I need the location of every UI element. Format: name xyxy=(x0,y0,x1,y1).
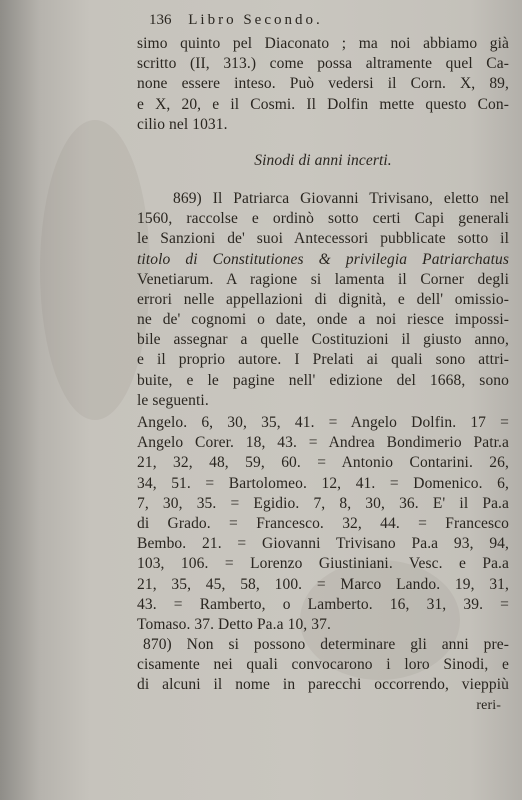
prelate-list-line: 7, 30, 35. = Egidio. 7, 8, 30, 36. E' il Pa.a xyxy=(137,494,509,512)
prelates-list xyxy=(137,413,509,635)
catchword: reri- xyxy=(476,697,501,713)
text-line: cisamente nei quali convocarono i loro Sinodi, e xyxy=(137,656,509,674)
text-line: Venetiarum. A ragione si lamenta il Corner degli xyxy=(137,270,509,288)
paper-stain xyxy=(40,120,150,420)
text-line: 870) Non si possono determinare gli anni pre- xyxy=(143,636,509,654)
page-text-block xyxy=(137,10,509,716)
text-line: e il proprio autore. I Prelati ai quali sono attri- xyxy=(137,351,509,369)
text-line: 869) Il Patriarca Giovanni Trivisano, eletto nel xyxy=(173,189,509,207)
prelate-list-line: di Grado. = Francesco. 32, 44. = Francesco xyxy=(137,514,509,532)
text-line: di alcuni il nome in parecchi occorrendo, vieppiù xyxy=(137,676,509,694)
text-line: buite, e le pagine nell' edizione del 1668, sono xyxy=(137,371,509,389)
text-line: e X, 20, e il Cosmi. Il Dolfin mette questo Con- xyxy=(137,95,509,113)
text-line: cilio nel 1031. xyxy=(137,115,228,133)
opening-text xyxy=(137,34,509,135)
text-line: errori nelle appellazioni di dignità, e dell' omissio- xyxy=(137,290,509,308)
prelate-list-line: 34, 51. = Bartolomeo. 12, 41. = Domenico. 6, xyxy=(137,474,509,492)
text-line: scritto (II, 313.) come possa altramente quel Ca- xyxy=(137,55,509,73)
prelate-list-line: Angelo Corer. 18, 43. = Andrea Bondimerio Patr.a xyxy=(137,434,509,452)
prelate-list-line: 21, 35, 45, 58, 100. = Marco Lando. 19, 31, xyxy=(137,575,509,593)
paragraph-869 xyxy=(137,189,509,411)
text-line: le seguenti. xyxy=(137,391,209,409)
text-line: ne de' cognomi o date, onde a noi riesce impossi- xyxy=(137,311,509,329)
running-header xyxy=(149,10,509,34)
prelate-list-line: 43. = Ramberto, o Lamberto. 16, 31, 39. = xyxy=(137,595,509,613)
page-number: 136 xyxy=(149,12,172,28)
section-heading: Sinodi di anni incerti. xyxy=(254,151,392,169)
paragraph-870 xyxy=(137,635,509,696)
text-line: le Sanzioni de' suoi Antecessori pubblicate sotto il xyxy=(137,230,509,248)
text-line: bile assegnar a quelle Costituzioni il giusto anno, xyxy=(137,331,509,349)
prelate-list-line: 103, 106. = Lorenzo Giustiniani. Vesc. e Pa.a xyxy=(137,555,509,573)
running-head-title: Libro Secondo. xyxy=(188,12,323,28)
text-line: none essere inteso. Può vedersi il Corn. X, 89, xyxy=(137,75,509,93)
text-line: simo quinto pel Diaconato ; ma noi abbiamo già xyxy=(137,35,509,52)
prelate-list-line: Angelo. 6, 30, 35, 41. = Angelo Dolfin. 17 = xyxy=(137,414,509,431)
prelate-list-line: Bembo. 21. = Giovanni Trivisano Pa.a 93, 94, xyxy=(137,535,509,553)
text-line: 1560, raccolse e ordinò sotto certi Capi generali xyxy=(137,210,509,228)
prelate-list-line: Tomaso. 37. Detto Pa.a 10, 37. xyxy=(137,615,331,633)
prelate-list-line: 21, 32, 48, 59, 60. = Antonio Contarini. 26, xyxy=(137,454,509,472)
text-line: titolo di Constitutiones & privilegia Patriarchatus xyxy=(137,250,509,268)
